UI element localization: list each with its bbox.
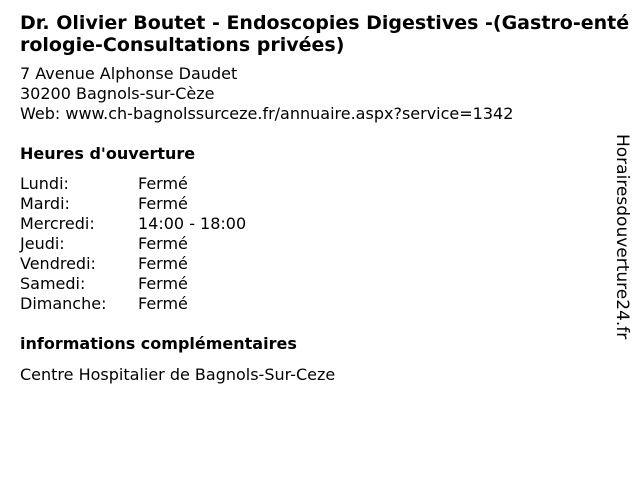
- city-address: 30200 Bagnols-sur-Cèze: [20, 84, 215, 103]
- day-label: Jeudi:: [20, 234, 65, 253]
- hours-row-wednesday: [20, 214, 246, 234]
- address-block: [20, 64, 513, 124]
- hours-row-tuesday: [20, 194, 246, 214]
- additional-info-text: Centre Hospitalier de Bagnols-Sur-Ceze: [20, 365, 336, 384]
- opening-hours-table: [20, 174, 246, 314]
- street-address: 7 Avenue Alphonse Daudet: [20, 64, 238, 83]
- day-label: Lundi:: [20, 174, 69, 193]
- day-label: Mercredi:: [20, 214, 95, 233]
- day-hours: Fermé: [138, 194, 188, 213]
- day-label: Dimanche:: [20, 294, 107, 313]
- day-label: Mardi:: [20, 194, 70, 213]
- day-hours: Fermé: [138, 274, 188, 293]
- day-hours: Fermé: [138, 174, 188, 193]
- day-label: Vendredi:: [20, 254, 96, 273]
- site-watermark: Horairesdouverture24.fr: [612, 134, 632, 340]
- hours-row-saturday: [20, 274, 246, 294]
- hours-row-friday: [20, 254, 246, 274]
- hours-row-monday: [20, 174, 246, 194]
- page-title: Dr. Olivier Boutet - Endoscopies Digestives -(Gastro-entérologie-Consultations privées): [20, 12, 630, 56]
- day-label: Samedi:: [20, 274, 86, 293]
- day-hours: Fermé: [138, 294, 188, 313]
- hours-row-thursday: [20, 234, 246, 254]
- web-link[interactable]: Web: www.ch-bagnolssurceze.fr/annuaire.aspx?service=1342: [20, 104, 514, 123]
- hours-row-sunday: [20, 294, 246, 314]
- additional-info-heading: informations complémentaires: [20, 334, 297, 353]
- day-hours: 14:00 - 18:00: [138, 214, 247, 233]
- day-hours: Fermé: [138, 254, 188, 273]
- day-hours: Fermé: [138, 234, 188, 253]
- opening-hours-heading: Heures d'ouverture: [20, 144, 196, 163]
